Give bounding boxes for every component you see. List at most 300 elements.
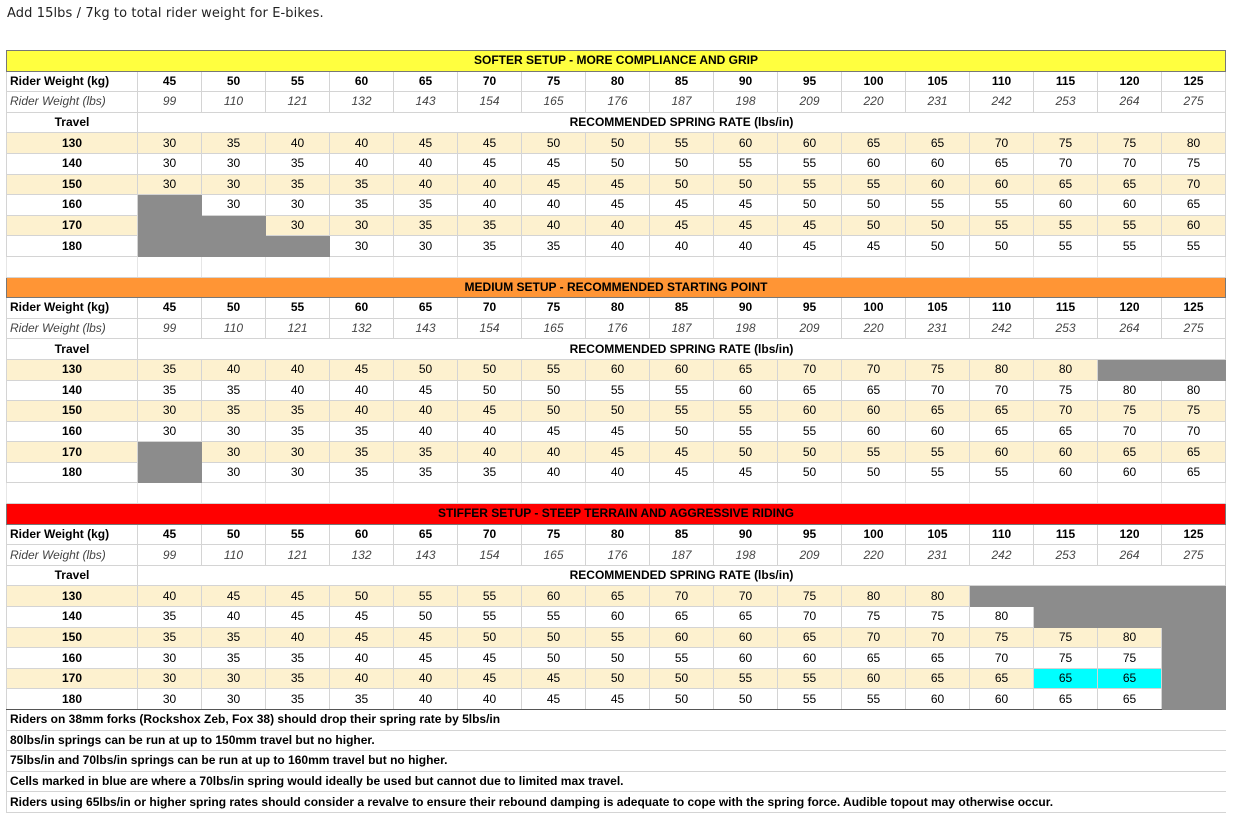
rate-cell: 35 xyxy=(330,421,394,442)
rate-cell: 60 xyxy=(842,421,906,442)
section-title: MEDIUM SETUP - RECOMMENDED STARTING POINT xyxy=(7,277,1226,298)
spring-rate-table xyxy=(6,50,1226,813)
rate-cell: 45 xyxy=(330,627,394,648)
kg-cell: 90 xyxy=(714,71,778,92)
rider-weight-kg-label: Rider Weight (kg) xyxy=(7,524,138,545)
rate-cell: 65 xyxy=(1034,421,1098,442)
rate-cell: 40 xyxy=(650,236,714,257)
rate-cell: 45 xyxy=(458,153,522,174)
rate-cell: 30 xyxy=(138,668,202,689)
rate-cell: 40 xyxy=(202,359,266,380)
rate-cell: 35 xyxy=(202,648,266,669)
rate-cell xyxy=(1034,607,1098,628)
kg-cell: 65 xyxy=(394,298,458,319)
rate-cell: 70 xyxy=(1162,421,1226,442)
rate-cell: 65 xyxy=(970,668,1034,689)
kg-cell: 90 xyxy=(714,298,778,319)
rate-cell: 70 xyxy=(906,627,970,648)
rate-cell xyxy=(1162,359,1226,380)
travel-cell: 160 xyxy=(7,648,138,669)
rate-cell: 40 xyxy=(394,668,458,689)
rate-cell: 55 xyxy=(714,421,778,442)
rate-cell: 75 xyxy=(1034,648,1098,669)
ebike-weight-note: Add 15lbs / 7kg to total rider weight for E-bikes. xyxy=(7,6,324,21)
kg-cell: 100 xyxy=(842,298,906,319)
rate-cell: 40 xyxy=(394,421,458,442)
table-row xyxy=(7,359,1226,380)
empty-cell xyxy=(458,256,522,277)
rate-cell: 40 xyxy=(522,195,586,216)
rate-cell: 40 xyxy=(330,401,394,422)
rate-cell: 45 xyxy=(586,174,650,195)
empty-cell xyxy=(458,483,522,504)
rate-cell: 45 xyxy=(650,195,714,216)
kg-cell: 110 xyxy=(970,71,1034,92)
rate-cell: 50 xyxy=(778,462,842,483)
rider-weight-kg-row xyxy=(7,524,1226,545)
rate-cell: 60 xyxy=(778,133,842,154)
kg-cell: 95 xyxy=(778,524,842,545)
section-banner xyxy=(7,277,1226,298)
rate-cell: 45 xyxy=(330,607,394,628)
rate-cell: 30 xyxy=(202,689,266,710)
rate-cell: 65 xyxy=(1034,668,1098,689)
lbs-cell: 132 xyxy=(330,545,394,566)
rate-cell: 70 xyxy=(1034,401,1098,422)
empty-cell xyxy=(650,483,714,504)
rate-cell: 55 xyxy=(458,586,522,607)
empty-cell xyxy=(586,483,650,504)
travel-cell: 150 xyxy=(7,174,138,195)
rate-cell: 40 xyxy=(458,174,522,195)
rate-cell: 30 xyxy=(138,689,202,710)
rate-cell: 30 xyxy=(202,174,266,195)
rate-cell: 45 xyxy=(778,215,842,236)
rate-cell: 35 xyxy=(202,380,266,401)
rate-cell: 45 xyxy=(458,133,522,154)
rate-cell: 40 xyxy=(266,133,330,154)
rate-cell xyxy=(1034,586,1098,607)
rate-cell: 40 xyxy=(586,215,650,236)
rate-cell: 45 xyxy=(266,586,330,607)
rate-cell: 30 xyxy=(202,442,266,463)
lbs-cell: 176 xyxy=(586,545,650,566)
lbs-cell: 176 xyxy=(586,318,650,339)
rate-cell: 55 xyxy=(650,401,714,422)
rate-cell: 60 xyxy=(906,174,970,195)
rate-cell: 40 xyxy=(330,153,394,174)
lbs-cell: 187 xyxy=(650,92,714,113)
kg-cell: 95 xyxy=(778,71,842,92)
empty-cell xyxy=(522,256,586,277)
lbs-cell: 220 xyxy=(842,92,906,113)
rate-cell: 50 xyxy=(586,153,650,174)
rate-cell: 55 xyxy=(1034,215,1098,236)
lbs-cell: 264 xyxy=(1098,92,1162,113)
rate-cell: 50 xyxy=(394,607,458,628)
rate-cell: 55 xyxy=(778,174,842,195)
rate-cell: 45 xyxy=(394,380,458,401)
rider-weight-kg-label: Rider Weight (kg) xyxy=(7,298,138,319)
note-text: Riders using 65lbs/in or higher spring rates should consider a revalve to ensure their rebound damping is adequate to cope with the spring force. Audible topout may otherwise occur. xyxy=(7,792,1226,813)
kg-cell: 60 xyxy=(330,298,394,319)
rate-cell: 60 xyxy=(1098,195,1162,216)
travel-label: Travel xyxy=(7,339,138,360)
rate-cell: 65 xyxy=(1162,462,1226,483)
rate-cell: 30 xyxy=(138,153,202,174)
lbs-cell: 264 xyxy=(1098,545,1162,566)
rate-cell: 55 xyxy=(970,462,1034,483)
empty-cell xyxy=(1098,483,1162,504)
travel-cell: 130 xyxy=(7,586,138,607)
travel-cell: 150 xyxy=(7,401,138,422)
rate-cell: 75 xyxy=(778,586,842,607)
rate-cell: 65 xyxy=(906,133,970,154)
rate-cell: 70 xyxy=(970,648,1034,669)
rate-cell: 35 xyxy=(266,401,330,422)
rate-cell: 60 xyxy=(650,359,714,380)
rate-cell: 45 xyxy=(458,668,522,689)
rate-cell: 55 xyxy=(778,689,842,710)
table-row xyxy=(7,689,1226,710)
rate-cell: 30 xyxy=(330,215,394,236)
rate-cell: 50 xyxy=(522,627,586,648)
rate-cell: 40 xyxy=(202,607,266,628)
lbs-cell: 198 xyxy=(714,545,778,566)
rate-cell: 50 xyxy=(586,401,650,422)
rate-cell: 50 xyxy=(842,215,906,236)
rate-cell: 65 xyxy=(1098,442,1162,463)
note-row xyxy=(7,771,1226,792)
rate-cell: 50 xyxy=(842,462,906,483)
rate-cell: 40 xyxy=(330,380,394,401)
rate-cell: 40 xyxy=(522,215,586,236)
rider-weight-lbs-row xyxy=(7,545,1226,566)
rate-cell: 45 xyxy=(714,195,778,216)
kg-cell: 120 xyxy=(1098,298,1162,319)
travel-header-row xyxy=(7,339,1226,360)
travel-header-row xyxy=(7,565,1226,586)
empty-cell xyxy=(330,256,394,277)
rate-cell: 45 xyxy=(586,689,650,710)
empty-cell xyxy=(842,483,906,504)
note-row xyxy=(7,792,1226,813)
kg-cell: 45 xyxy=(138,298,202,319)
rate-cell xyxy=(1162,627,1226,648)
rate-cell xyxy=(1162,668,1226,689)
rate-cell: 45 xyxy=(650,442,714,463)
kg-cell: 95 xyxy=(778,298,842,319)
rate-cell: 50 xyxy=(394,359,458,380)
kg-cell: 100 xyxy=(842,71,906,92)
kg-cell: 100 xyxy=(842,524,906,545)
rate-cell: 60 xyxy=(650,627,714,648)
rate-cell: 65 xyxy=(970,153,1034,174)
rate-cell: 30 xyxy=(138,174,202,195)
rate-cell: 35 xyxy=(330,442,394,463)
rate-cell: 50 xyxy=(970,236,1034,257)
rate-cell: 65 xyxy=(714,359,778,380)
rate-cell: 75 xyxy=(1098,133,1162,154)
rate-cell: 45 xyxy=(266,607,330,628)
rate-cell: 35 xyxy=(202,627,266,648)
rate-cell: 50 xyxy=(650,421,714,442)
rate-cell: 50 xyxy=(586,668,650,689)
rate-cell: 60 xyxy=(842,401,906,422)
rate-cell: 60 xyxy=(970,442,1034,463)
travel-cell: 170 xyxy=(7,215,138,236)
rate-cell: 50 xyxy=(714,689,778,710)
empty-cell xyxy=(650,256,714,277)
kg-cell: 85 xyxy=(650,298,714,319)
rate-cell: 30 xyxy=(138,421,202,442)
rate-cell: 35 xyxy=(266,174,330,195)
rate-cell: 50 xyxy=(330,586,394,607)
rate-cell: 35 xyxy=(202,133,266,154)
rate-cell: 65 xyxy=(1098,689,1162,710)
rate-cell: 45 xyxy=(586,421,650,442)
rate-cell xyxy=(1162,607,1226,628)
rate-cell: 65 xyxy=(842,380,906,401)
rate-cell: 45 xyxy=(842,236,906,257)
rate-cell: 40 xyxy=(394,401,458,422)
rate-cell: 65 xyxy=(714,607,778,628)
rate-cell: 45 xyxy=(394,627,458,648)
rate-cell: 80 xyxy=(970,359,1034,380)
rate-cell: 70 xyxy=(1034,153,1098,174)
rate-cell: 50 xyxy=(650,689,714,710)
travel-cell: 180 xyxy=(7,462,138,483)
rate-cell: 60 xyxy=(1034,195,1098,216)
kg-cell: 90 xyxy=(714,524,778,545)
travel-cell: 170 xyxy=(7,668,138,689)
rate-cell: 80 xyxy=(842,586,906,607)
table-row xyxy=(7,648,1226,669)
rate-cell: 35 xyxy=(138,627,202,648)
rate-cell: 30 xyxy=(202,668,266,689)
rate-cell: 35 xyxy=(202,401,266,422)
rate-cell: 50 xyxy=(586,648,650,669)
rate-cell: 55 xyxy=(714,668,778,689)
rate-cell: 60 xyxy=(1098,462,1162,483)
lbs-cell: 198 xyxy=(714,92,778,113)
rate-cell: 35 xyxy=(330,174,394,195)
lbs-cell: 110 xyxy=(202,318,266,339)
rate-cell xyxy=(1162,689,1226,710)
rate-cell: 45 xyxy=(650,215,714,236)
rate-cell: 50 xyxy=(522,380,586,401)
lbs-cell: 110 xyxy=(202,92,266,113)
lbs-cell: 165 xyxy=(522,92,586,113)
lbs-cell: 231 xyxy=(906,92,970,113)
lbs-cell: 242 xyxy=(970,545,1034,566)
rate-cell: 50 xyxy=(650,668,714,689)
lbs-cell: 143 xyxy=(394,318,458,339)
rate-cell: 65 xyxy=(778,380,842,401)
travel-header-row xyxy=(7,112,1226,133)
rate-cell: 45 xyxy=(522,421,586,442)
rate-cell xyxy=(1098,586,1162,607)
travel-cell: 140 xyxy=(7,153,138,174)
empty-cell xyxy=(202,256,266,277)
kg-cell: 80 xyxy=(586,71,650,92)
kg-cell: 45 xyxy=(138,524,202,545)
rate-cell: 60 xyxy=(778,648,842,669)
rate-cell xyxy=(970,586,1034,607)
kg-cell: 50 xyxy=(202,524,266,545)
kg-cell: 65 xyxy=(394,524,458,545)
recommended-rate-label: RECOMMENDED SPRING RATE (lbs/in) xyxy=(138,112,1226,133)
rider-weight-lbs-row xyxy=(7,318,1226,339)
rate-cell: 50 xyxy=(650,174,714,195)
rate-cell: 30 xyxy=(138,648,202,669)
kg-cell: 105 xyxy=(906,524,970,545)
rate-cell: 65 xyxy=(1034,689,1098,710)
rate-cell: 60 xyxy=(842,668,906,689)
rate-cell: 55 xyxy=(1098,215,1162,236)
rate-cell: 45 xyxy=(522,668,586,689)
note-row xyxy=(7,730,1226,751)
rate-cell: 45 xyxy=(714,462,778,483)
note-text: 80lbs/in springs can be run at up to 150mm travel but no higher. xyxy=(7,730,1226,751)
lbs-cell: 154 xyxy=(458,318,522,339)
rate-cell: 60 xyxy=(906,153,970,174)
section-banner xyxy=(7,51,1226,72)
rider-weight-lbs-label: Rider Weight (lbs) xyxy=(7,318,138,339)
kg-cell: 115 xyxy=(1034,71,1098,92)
empty-cell xyxy=(266,256,330,277)
rate-cell: 80 xyxy=(1098,627,1162,648)
rate-cell xyxy=(1098,359,1162,380)
lbs-cell: 253 xyxy=(1034,545,1098,566)
rate-cell: 55 xyxy=(778,421,842,442)
rate-cell: 55 xyxy=(650,133,714,154)
travel-cell: 180 xyxy=(7,689,138,710)
rate-cell xyxy=(138,236,202,257)
empty-cell xyxy=(394,256,458,277)
lbs-cell: 209 xyxy=(778,92,842,113)
table-row xyxy=(7,421,1226,442)
rate-cell: 50 xyxy=(714,442,778,463)
kg-cell: 105 xyxy=(906,298,970,319)
rate-cell: 75 xyxy=(1034,627,1098,648)
lbs-cell: 231 xyxy=(906,545,970,566)
note-text: 75lbs/in and 70lbs/in springs can be run at up to 160mm travel but no higher. xyxy=(7,751,1226,772)
rate-cell: 60 xyxy=(586,607,650,628)
rate-cell: 55 xyxy=(458,607,522,628)
empty-cell xyxy=(970,483,1034,504)
rate-cell: 80 xyxy=(1162,133,1226,154)
recommended-rate-label: RECOMMENDED SPRING RATE (lbs/in) xyxy=(138,339,1226,360)
rate-cell xyxy=(1162,648,1226,669)
section-title: SOFTER SETUP - MORE COMPLIANCE AND GRIP xyxy=(7,51,1226,72)
rate-cell: 70 xyxy=(1098,153,1162,174)
rate-cell: 70 xyxy=(714,586,778,607)
kg-cell: 75 xyxy=(522,524,586,545)
rate-cell: 40 xyxy=(330,133,394,154)
travel-cell: 150 xyxy=(7,627,138,648)
rate-cell: 55 xyxy=(906,195,970,216)
kg-cell: 125 xyxy=(1162,71,1226,92)
rate-cell: 55 xyxy=(394,586,458,607)
kg-cell: 110 xyxy=(970,524,1034,545)
rate-cell: 30 xyxy=(266,215,330,236)
rate-cell: 75 xyxy=(1098,401,1162,422)
rate-cell: 65 xyxy=(1098,174,1162,195)
lbs-cell: 176 xyxy=(586,92,650,113)
empty-cell xyxy=(522,483,586,504)
rate-cell: 40 xyxy=(586,236,650,257)
rate-cell: 70 xyxy=(1162,174,1226,195)
empty-cell xyxy=(906,256,970,277)
empty-cell xyxy=(330,483,394,504)
rate-cell: 70 xyxy=(970,133,1034,154)
rate-cell: 55 xyxy=(650,648,714,669)
empty-cell xyxy=(1034,483,1098,504)
rider-weight-kg-row xyxy=(7,298,1226,319)
rider-weight-kg-label: Rider Weight (kg) xyxy=(7,71,138,92)
empty-cell xyxy=(138,256,202,277)
rate-cell: 70 xyxy=(778,359,842,380)
lbs-cell: 121 xyxy=(266,318,330,339)
kg-cell: 65 xyxy=(394,71,458,92)
table-row xyxy=(7,442,1226,463)
rate-cell: 65 xyxy=(842,133,906,154)
rate-cell: 65 xyxy=(586,586,650,607)
rate-cell: 35 xyxy=(266,648,330,669)
empty-cell xyxy=(1034,256,1098,277)
rate-cell: 45 xyxy=(202,586,266,607)
rate-cell xyxy=(1098,607,1162,628)
note-text: Riders on 38mm forks (Rockshox Zeb, Fox 38) should drop their spring rate by 5lbs/in xyxy=(7,710,1226,731)
rate-cell: 35 xyxy=(138,607,202,628)
rate-cell: 55 xyxy=(1162,236,1226,257)
kg-cell: 115 xyxy=(1034,524,1098,545)
empty-cell xyxy=(842,256,906,277)
travel-cell: 140 xyxy=(7,380,138,401)
rate-cell: 55 xyxy=(970,215,1034,236)
rate-cell: 40 xyxy=(458,195,522,216)
rate-cell: 45 xyxy=(458,648,522,669)
rate-cell: 40 xyxy=(458,689,522,710)
kg-cell: 60 xyxy=(330,71,394,92)
empty-cell xyxy=(714,483,778,504)
rate-cell: 50 xyxy=(458,627,522,648)
kg-cell: 85 xyxy=(650,71,714,92)
rate-cell: 75 xyxy=(1098,648,1162,669)
rate-cell xyxy=(138,462,202,483)
rate-cell: 65 xyxy=(906,668,970,689)
rate-cell: 55 xyxy=(1098,236,1162,257)
rate-cell: 45 xyxy=(778,236,842,257)
lbs-cell: 154 xyxy=(458,545,522,566)
rate-cell: 45 xyxy=(394,133,458,154)
lbs-cell: 264 xyxy=(1098,318,1162,339)
rider-weight-lbs-row xyxy=(7,92,1226,113)
rate-cell: 55 xyxy=(714,153,778,174)
lbs-cell: 121 xyxy=(266,92,330,113)
empty-cell xyxy=(394,483,458,504)
rate-cell: 65 xyxy=(1162,442,1226,463)
kg-cell: 70 xyxy=(458,298,522,319)
rate-cell: 55 xyxy=(586,627,650,648)
kg-cell: 55 xyxy=(266,524,330,545)
rate-cell: 65 xyxy=(1162,195,1226,216)
rate-cell: 40 xyxy=(138,586,202,607)
lbs-cell: 209 xyxy=(778,545,842,566)
rate-cell: 70 xyxy=(906,380,970,401)
rate-cell: 75 xyxy=(906,607,970,628)
